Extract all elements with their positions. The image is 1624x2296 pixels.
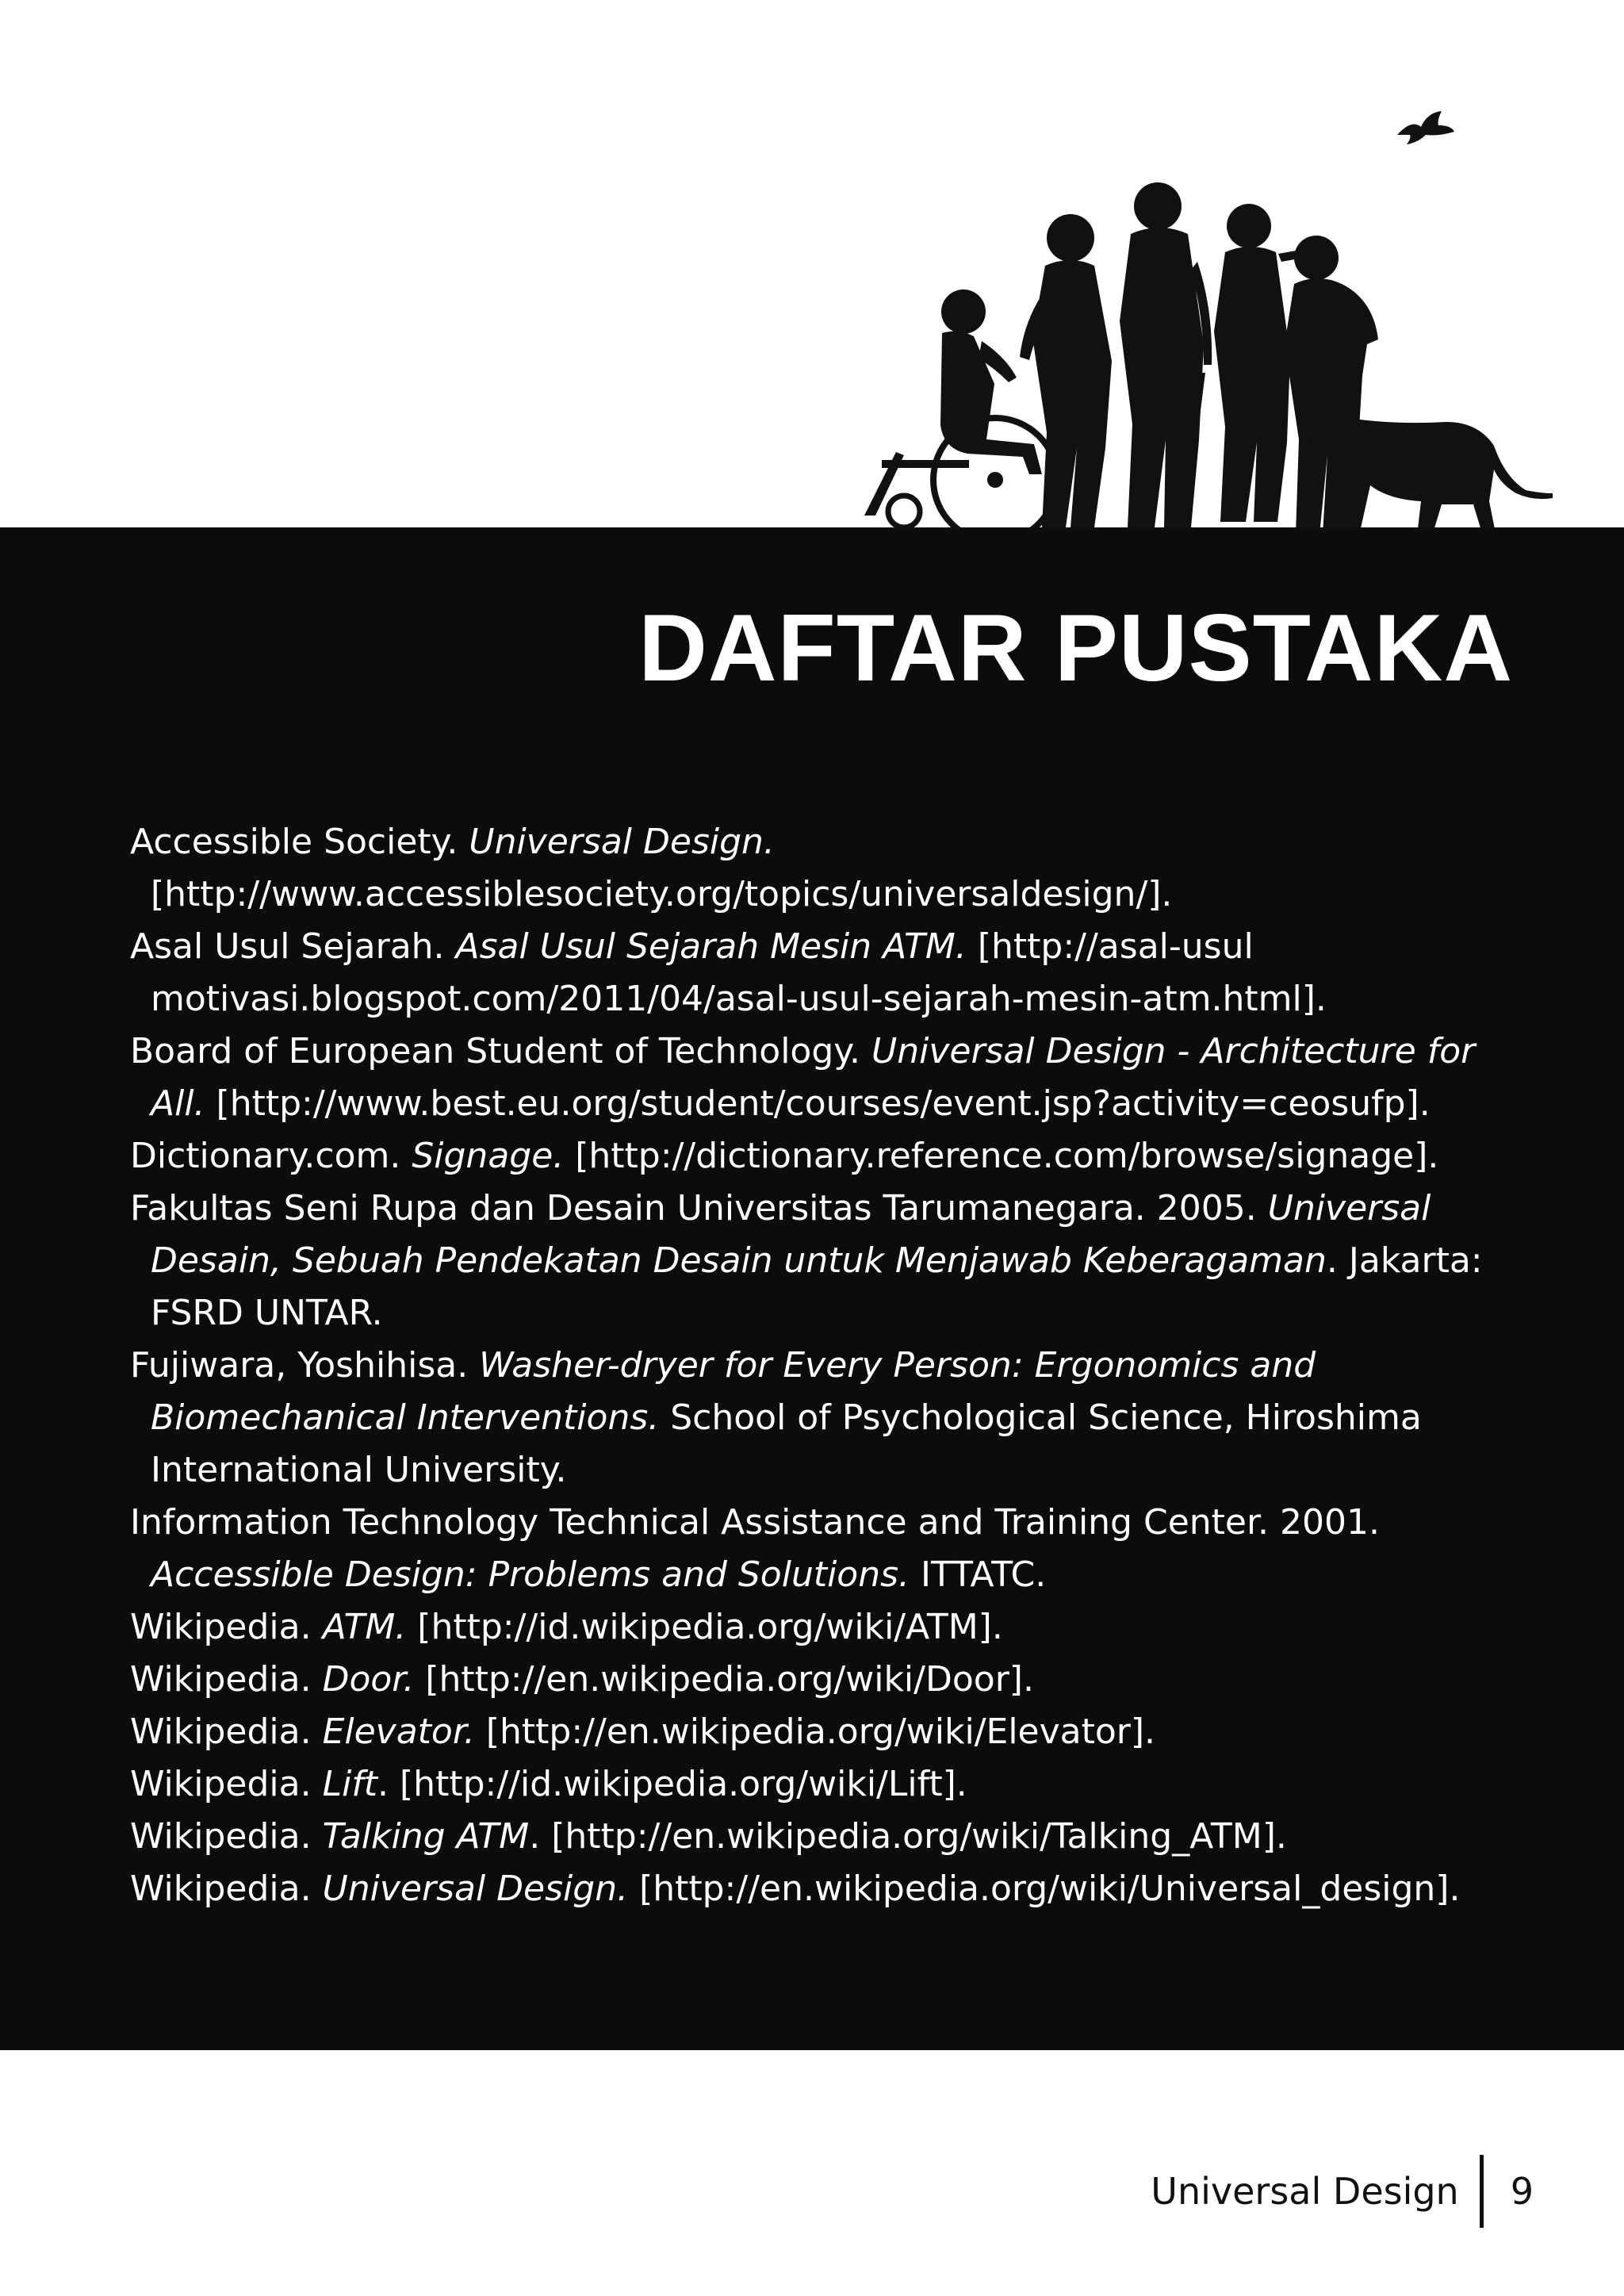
reference-line — [130, 1654, 1526, 1706]
reference-line — [130, 1444, 1526, 1497]
reference-text: . [http://en.wikipedia.org/wiki/Talking_ATM]. — [529, 1816, 1287, 1857]
reference-line — [130, 1392, 1526, 1444]
footer-divider — [1480, 2155, 1484, 2228]
reference-list — [130, 816, 1526, 1915]
reference-line — [130, 1287, 1526, 1340]
reference-title-text: ATM. — [322, 1607, 407, 1647]
reference-title-text: Signage. — [412, 1136, 565, 1176]
reference-title-text: All. — [151, 1083, 205, 1124]
reference-title-text: Washer-dryer for Every Person: Ergonomics and — [479, 1345, 1316, 1386]
reference-title-text: Universal Design. — [322, 1869, 629, 1909]
reference-line — [130, 868, 1526, 921]
reference-text: Wikipedia. — [130, 1711, 323, 1752]
reference-text: ITTATC. — [910, 1554, 1047, 1595]
reference-text: [http://id.wikipedia.org/wiki/ATM]. — [406, 1607, 1003, 1647]
reference-text: motivasi.blogspot.com/2011/04/asal-usul-sejarah-mesin-atm.html]. — [151, 979, 1327, 1019]
page-title: DAFTAR PUSTAKA — [638, 595, 1513, 701]
walking-person-with-cane-figure — [1120, 182, 1212, 527]
reference-title-text: Universal Design. — [469, 822, 775, 862]
reference-line — [130, 1130, 1526, 1182]
reference-title-text: Lift — [322, 1764, 378, 1804]
reference-title-text: Asal Usul Sejarah Mesin ATM. — [455, 926, 967, 967]
reference-text: . [http://id.wikipedia.org/wiki/Lift]. — [377, 1764, 967, 1804]
reference-text: Accessible Society. — [130, 822, 469, 862]
reference-text: Board of European Student of Technology. — [130, 1031, 872, 1071]
references-panel — [0, 527, 1624, 2050]
reference-text: School of Psychological Science, Hiroshima — [659, 1397, 1422, 1438]
reference-text: [http://www.accessiblesociety.org/topics/universaldesign/]. — [151, 874, 1173, 914]
page-number: 9 — [1510, 2170, 1534, 2213]
reference-text: FSRD UNTAR. — [151, 1293, 383, 1333]
reference-text: Information Technology Technical Assistance and Training Center. 2001. — [130, 1502, 1380, 1543]
page-footer — [1151, 2156, 1534, 2227]
reference-title-text: Universal Design - Architecture for — [871, 1031, 1476, 1071]
reference-text: . Jakarta: — [1326, 1240, 1483, 1281]
reference-line — [130, 1182, 1526, 1235]
reference-line — [130, 1811, 1526, 1863]
reference-text: Wikipedia. — [130, 1869, 323, 1909]
reference-text: [http://asal-usul — [966, 926, 1254, 967]
reference-title-text: Biomechanical Interventions. — [151, 1397, 660, 1438]
reference-title-text: Door. — [322, 1659, 415, 1700]
reference-title-text: Talking ATM — [322, 1816, 530, 1857]
reference-line — [130, 1601, 1526, 1654]
reference-line — [130, 973, 1526, 1025]
reference-text: Wikipedia. — [130, 1816, 323, 1857]
reference-line — [130, 1549, 1526, 1601]
reference-title-text: Universal — [1267, 1188, 1431, 1228]
reference-line — [130, 921, 1526, 973]
walking-person-figure — [1214, 204, 1290, 522]
people-silhouette-illustration — [0, 0, 1624, 530]
reference-text: [http://en.wikipedia.org/wiki/Door]. — [414, 1659, 1034, 1700]
walking-person-figure — [1020, 214, 1112, 527]
reference-text: [http://www.best.eu.org/student/courses/event.jsp?activity=ceosufp]. — [205, 1083, 1431, 1124]
bird-icon — [1397, 111, 1454, 144]
reference-line — [130, 1025, 1526, 1078]
reference-line — [130, 1340, 1526, 1392]
reference-text: International University. — [151, 1450, 567, 1490]
reference-text: Wikipedia. — [130, 1659, 323, 1700]
reference-line — [130, 1758, 1526, 1811]
reference-text: [http://en.wikipedia.org/wiki/Universal_design]. — [628, 1869, 1461, 1909]
reference-text: [http://en.wikipedia.org/wiki/Elevator]. — [474, 1711, 1156, 1752]
reference-text: Fakultas Seni Rupa dan Desain Universitas Tarumanegara. 2005. — [130, 1188, 1268, 1228]
reference-line — [130, 1863, 1526, 1915]
reference-title-text: Accessible Design: Problems and Solutions. — [151, 1554, 910, 1595]
reference-text: Dictionary.com. — [130, 1136, 412, 1176]
reference-text: Wikipedia. — [130, 1607, 323, 1647]
footer-book-title: Universal Design — [1151, 2170, 1459, 2213]
reference-title-text: Elevator. — [322, 1711, 475, 1752]
reference-text: Fujiwara, Yoshihisa. — [130, 1345, 480, 1386]
reference-line — [130, 1078, 1526, 1130]
reference-text: [http://dictionary.reference.com/browse/signage]. — [564, 1136, 1439, 1176]
reference-line — [130, 816, 1526, 868]
reference-text: Asal Usul Sejarah. — [130, 926, 456, 967]
reference-line — [130, 1706, 1526, 1758]
reference-line — [130, 1497, 1526, 1549]
reference-line — [130, 1235, 1526, 1287]
reference-text: Wikipedia. — [130, 1764, 323, 1804]
reference-title-text: Desain, Sebuah Pendekatan Desain untuk Menjawab Keberagaman — [151, 1240, 1327, 1281]
